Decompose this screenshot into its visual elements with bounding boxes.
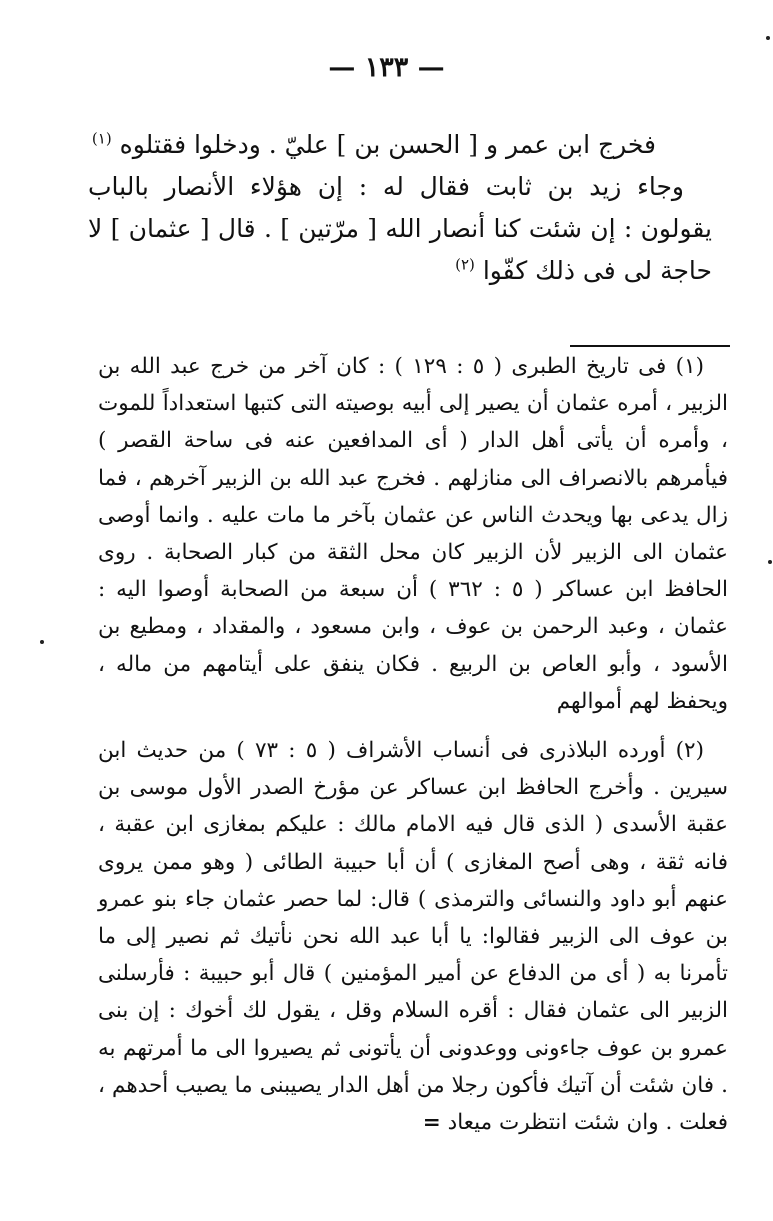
main-paragraph-text: فخرج ابن عمر و [ الحسن بن ] عليّ . ودخلوا فقتلوه: [119, 130, 656, 159]
footnote-2: [98, 732, 728, 1141]
page-number: — ١٣٣ —: [328, 52, 445, 83]
footnote-separator: [570, 345, 730, 347]
footnote-reference: (١): [91, 129, 112, 148]
main-paragraph-text: وجاء زيد بن ثابت فقال له : إن هؤلاء الأنصار بالباب يقولون : إن شئت كنا أنصار الله [ مرّتين ] . قال [ عثمان ] لا حاجة لى فى ذلك كفّوا: [88, 172, 712, 285]
main-paragraph: [88, 166, 712, 292]
print-speck: [768, 560, 772, 564]
footnote-reference: (٢): [455, 255, 475, 274]
main-paragraph: [88, 124, 712, 166]
footnotes: [98, 348, 728, 1141]
footnote-2-text: (٢) أورده البلاذرى فى أنساب الأشراف ( ٥ : ٧٣ ) من حديث ابن سيرين . وأخرج الحافظ ابن عساكر عن مؤرخ الصدر الأول موسى بن عقبة الأسدى ( الذى قال فيه الامام مالك : عليكم بمغازى ابن عقبة ، فانه ثقة ، وهى أصح المغازى ) أن أبا حبيبة الطائى ( وهو ممن يروى عنهم أبو داود والنسائى والترمذى ) قال: لما حصر عثمان جاء بنو عمرو بن عوف الى الزبير فقالوا: يا أبا عبد الله نحن نأتيك ثم نصير إلى ما تأمرنا به ( أى من الدفاع عن أمير المؤمنين ) قال أبو حبيبة : فأرسلنى الزبير الى عثمان فقال : أقره السلام وقل ، يقول لك أخوك : إن بنى عمرو بن عوف جاءونى ووعدونى أن يأتونى ثم يصيروا الى ما أمرتهم به . فان شئت أن آتيك فأكون رجلا من أهل الدار يصيبنى ما يصيب أحدهم ، فعلت . وان شئت انتظرت ميعاد: [98, 738, 728, 1136]
main-text: [88, 124, 712, 292]
print-speck: [766, 36, 770, 40]
footnote-1: (١) فى تاريخ الطبرى ( ٥ : ١٢٩ ) : كان آخر من خرج عبد الله بن الزبير ، أمره عثمان أن يصير إلى أبيه بوصيته التى كتبها استعداداً للموت ، وأمره أن يأتى أهل الدار ( أى المدافعين عنه فى ساحة القصر ) فيأمرهم بالانصراف الى منازلهم . فخرج عبد الله بن الزبير آخرهم ، فما زال يدعى بها ويحدث الناس عن عثمان بآخر ما مات عليه . وانما أوصى عثمان الى الزبير لأن الزبير كان محل الثقة من كبار الصحابة . روى الحافظ ابن عساكر ( ٥ : ٣٦٢ ) أن سبعة من الصحابة أوصوا اليه : عثمان ، وعبد الرحمن بن عوف ، وابن مسعود ، والمقداد ، ومطيع بن الأسود ، وأبو العاص بن الربيع . فكان ينفق على أيتامهم من ماله ، ويحفظ لهم أموالهم: [98, 354, 728, 714]
print-speck: [40, 640, 44, 644]
continuation-mark: =: [422, 1110, 441, 1136]
